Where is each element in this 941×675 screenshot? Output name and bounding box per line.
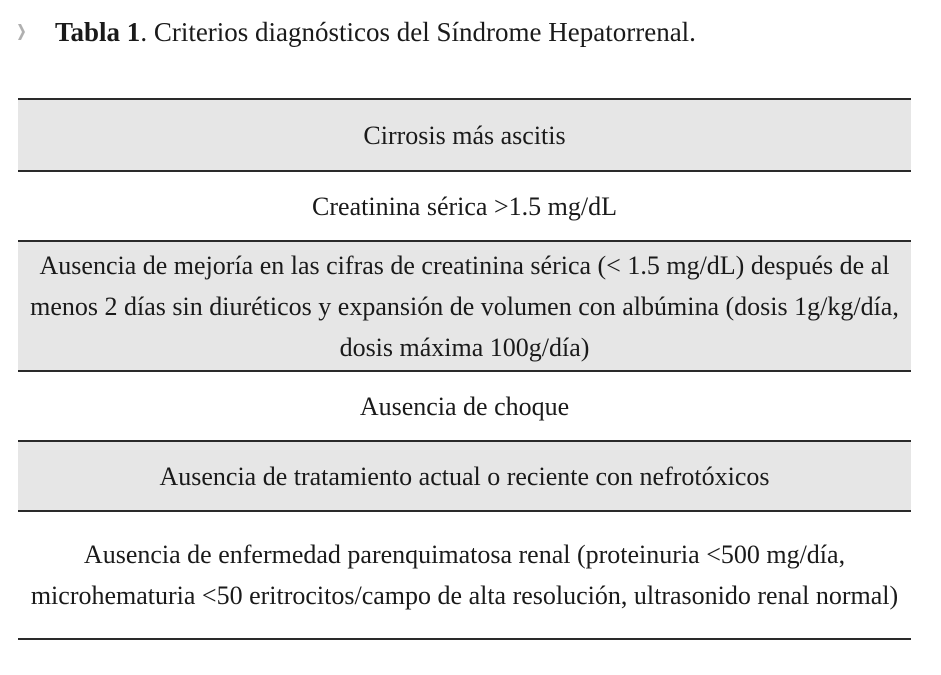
criteria-table — [18, 98, 911, 640]
table-cell: Ausencia de tratamiento actual o reciente con nefrotóxicos — [159, 461, 770, 491]
table-row — [18, 240, 911, 370]
table-row — [18, 98, 911, 170]
table-caption — [18, 14, 696, 50]
table-cell: Creatinina sérica >1.5 mg/dL — [312, 191, 617, 221]
table-cell: Cirrosis más ascitis — [363, 120, 566, 150]
table-row — [18, 510, 911, 640]
table-cell: Ausencia de enfermedad parenquimatosa renal (proteinuria <500 mg/día, microhematuria <50 eritrocitos/campo de alta resolución, ultrasonido renal normal) — [30, 540, 899, 610]
table-cell: Ausencia de mejoría en las cifras de creatinina sérica (< 1.5 mg/dL) después de al menos 2 días sin diuréticos y expansión de volumen con albúmina (dosis 1g/kg/día, dosis máxima 100g/día) — [30, 250, 899, 362]
table-row — [18, 440, 911, 510]
caption-text: . Criterios diagnósticos del Síndrome Hepatorrenal. — [140, 16, 696, 47]
table-row — [18, 170, 911, 240]
caption-label: Tabla 1 — [55, 16, 141, 47]
table-cell: Ausencia de choque — [359, 391, 570, 421]
table-row — [18, 370, 911, 440]
chevron-right-icon — [18, 24, 25, 40]
